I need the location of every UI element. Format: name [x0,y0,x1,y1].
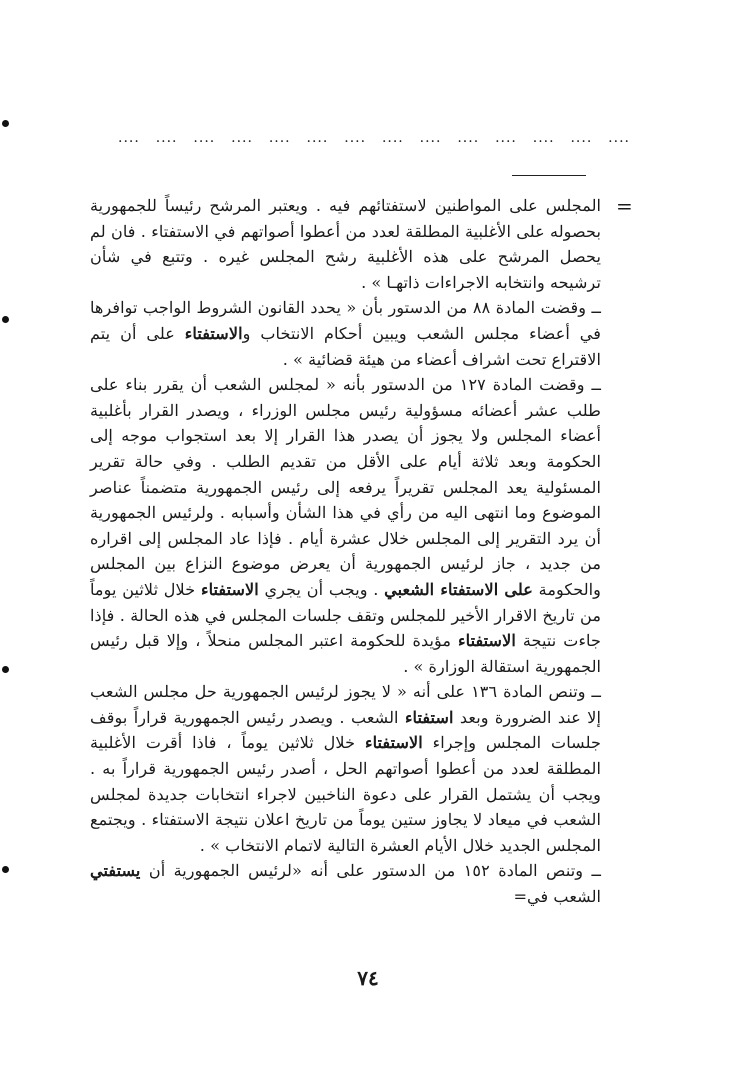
bold-term: استفتاء [404,707,454,727]
paragraph-article-152: ــ وتنص المادة ١٥٢ من الدستور على أنه «لرئيس الجمهورية أن يستفتي الشعب في= [90,861,601,907]
paragraph-1: المجلس على المواطنين لاستفتائهم فيه . ويعتبر المرشح رئيساً للجمهورية بحصوله على الأغلبية المطلقة لعدد من أعطوا أصواتهم في الاستفتاء . فان لم يحصل المرشح على هذه الأغلبية رشح المجلس غيره . وتتبع في شأن ترشيحه وانتخابه الاجراءات ذاتهـا » . [90,196,601,292]
bold-term: يستفتي [90,861,141,881]
page-number: ٧٤ [357,966,379,990]
bold-term: الاستفتاء [364,733,423,753]
scan-margin-dot-2 [2,316,9,323]
scan-margin-dot-3 [2,666,9,673]
paragraph-article-127: ــ وقضت المادة ١٢٧ من الدستور بأنه « لمجلس الشعب أن يقرر بناء على طلب عشر أعضائه مسؤولية رئيس مجلس الوزراء ، ويصدر القرار بأغلبية أعضاء المجلس ولا يجوز أن يصدر هذا القرار إلا بعد استجواب موجه إلى الحكومة وبعد ثلاثة أيام على الأقل من تقديم الطلب . وفي حالة تقرير المسئولية يعد المجلس تقريراً يرفعه إلى رئيس الجمهورية متضمناً عناصر الموضوع وما انتهى اليه من رأي في هذا الشأن وأسبابه . ولرئيس الجمهورية أن يرد التقرير إلى المجلس خلال عشرة أيام . فإذا عاد المجلس إلى اقراره من جديد ، جاز لرئيس الجمهورية أن يعرض موضوع النزاع بين المجلس والحكومة على الاستفتاء الشعبي . ويجب أن يجري الاستفتاء خلال ثلاثين يوماً من تاريخ الاقرار الأخير للمجلس وتقف جلسات المجلس في هذه الحالة . فإذا جاءت نتيجة الاستفتاء مؤيدة للحكومة اعتبر المجلس منحلاً ، وإلا قبل رئيس الجمهورية استقالة الوزارة » . [90,375,601,676]
bold-term: الاستفتاء [200,579,259,599]
bold-term: على الاستفتاء الشعبي [384,579,533,599]
bold-term: الاستفتاء [458,631,516,651]
ellipsis-separator: .... .... .... .... .... .... .... .... .... .... .... .... .... .... [118,130,630,146]
scan-margin-dot-1 [2,120,9,127]
scan-margin-dot-4 [2,866,9,873]
continuation-mark: = [616,194,633,218]
paragraph-article-136: ــ وتنص المادة ١٣٦ على أنه « لا يجوز لرئيس الجمهورية حل مجلس الشعب إلا عند الضرورة وبعد استفتاء الشعب . ويصدر رئيس الجمهورية قراراً بوقف جلسات المجلس وإجراء الاستفتاء خلال ثلاثين يوماً ، فاذا أقرت الأغلبية المطلقة لعدد من أعطوا أصواتهم الحل ، أصدر رئيس الجمهورية قراراً به . ويجب أن يشتمل القرار على دعوة الناخبين لاجراء انتخابات جديدة لمجلس الشعب في ميعاد لا يجاوز ستين يوماً من تاريخ اعلان نتيجة الاستفتاء . ويجتمع المجلس الجديد خلال الأيام العشرة التالية لاتمام الانتخاب » . [90,682,601,855]
paragraph-article-88: ــ وقضت المادة ٨٨ من الدستور بأن « يحدد القانون الشروط الواجب توافرها في أعضاء مجلس الشعب ويبين أحكام الانتخاب والاستفتاء على أن يتم الاقتراع تحت اشراف أعضاء من هيئة قضائية » . [90,298,601,369]
footnote-rule [512,175,586,176]
body-text [90,193,601,910]
bold-term: الاستفتاء [184,323,243,343]
